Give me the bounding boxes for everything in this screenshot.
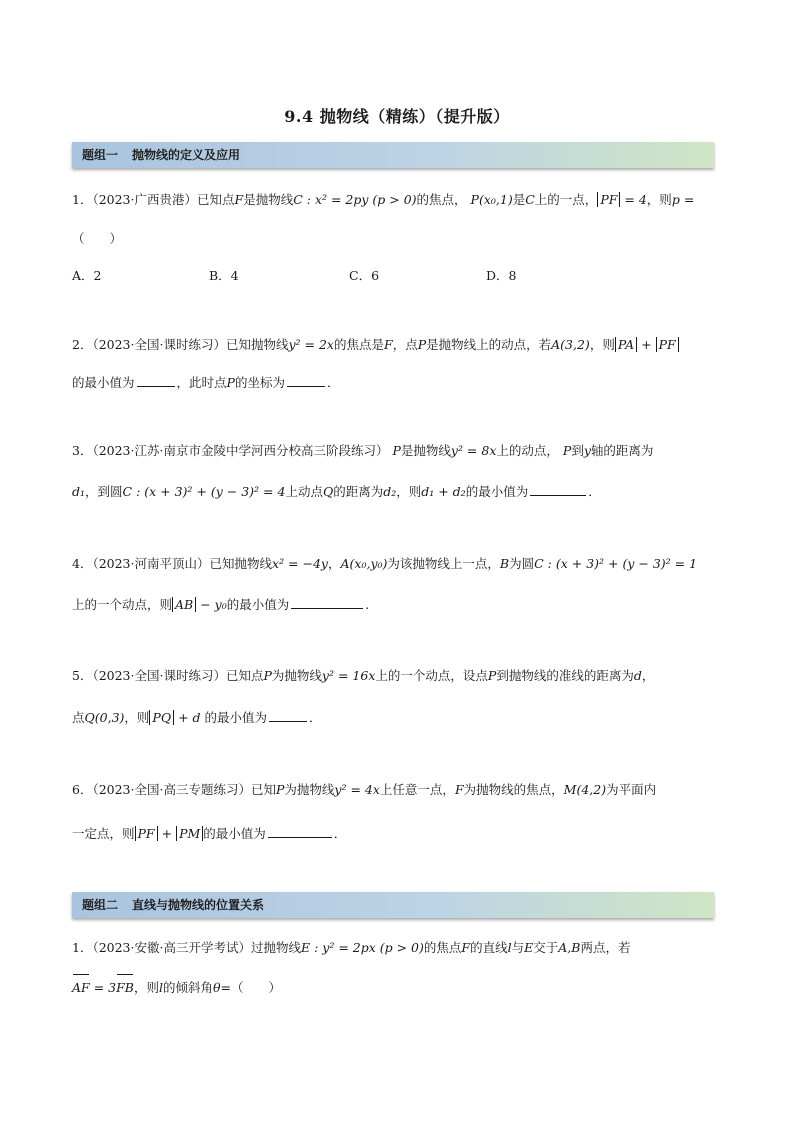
answer-blank [268, 823, 332, 838]
text-run: 的焦点是 [333, 337, 384, 352]
equation: C : x² = 2py (p > 0) [293, 192, 417, 207]
text-run: 的最小值为 [203, 826, 266, 841]
source: （2023·全国·高三专题练习） [92, 782, 251, 797]
question-4-line2 [72, 594, 369, 615]
text-run: 与 [511, 940, 525, 955]
text-run: 是 [512, 192, 526, 207]
text-run: ． [588, 484, 601, 499]
text-run: l [158, 980, 163, 995]
text-run: y² = 8x [450, 443, 497, 458]
question-4 [72, 554, 697, 574]
text-run: ． [309, 710, 322, 725]
source: （2023·河南平顶山） [92, 556, 210, 571]
text-run: ，到圆 [85, 484, 123, 499]
text-run: 点 [72, 710, 85, 725]
text-run: 到抛物线的准线的距离为 [496, 668, 634, 683]
text-run: F [384, 337, 393, 352]
text-run: PA [615, 337, 637, 352]
text-run: 的最小值为 [226, 597, 290, 612]
text-run: PQ [149, 710, 174, 725]
text-run: 的最小值为 [204, 710, 268, 725]
text-run: = 3 [93, 980, 117, 995]
text-run: 上的一个动点，则 [72, 597, 173, 612]
text-run: 一定点，则 [72, 826, 135, 841]
text-run: ． [326, 375, 340, 390]
text-run: 的坐标为 [234, 375, 285, 390]
vector-fb: FB [116, 978, 134, 998]
text-run: 过抛物线 [250, 940, 301, 955]
text-run: ， [328, 556, 341, 571]
text-run: = [683, 192, 695, 207]
text-run: P(x₀,1) [470, 192, 513, 207]
text-run: p [671, 192, 680, 207]
text-run: P [392, 443, 401, 458]
text-run: 2． [72, 337, 93, 352]
text-run: 上的一个动点，设点 [375, 668, 488, 683]
group-label: 题组二 [82, 898, 119, 912]
question-6-line2 [72, 823, 346, 844]
answer-blank [137, 372, 175, 387]
text-run: ． [333, 826, 347, 841]
text-run: ，此时点 [176, 375, 227, 390]
text-run: 轴的距离为 [590, 443, 654, 458]
text-run: = 4 [624, 192, 647, 207]
text-run: 为平面内 [606, 782, 657, 797]
text-run: P [417, 337, 427, 352]
text-run: 为该抛物线上一点， [387, 556, 500, 571]
group-label: 题组一 [82, 148, 119, 162]
text-run: ，则 [124, 710, 150, 725]
group-header-2 [72, 892, 714, 918]
text-run: A(3,2) [551, 337, 590, 352]
question-3-line2 [72, 481, 601, 502]
text-run: PF [597, 192, 620, 207]
text-run: + d [178, 710, 201, 725]
option-d: D．8 [486, 268, 517, 283]
vector-af: AF [72, 978, 90, 998]
text-run: A,B [558, 940, 581, 955]
text-run: θ [212, 980, 221, 995]
text-run: − y₀ [200, 597, 227, 612]
answer-blank [287, 372, 325, 387]
text-run: d₁ [72, 484, 86, 499]
text-run: Q [322, 484, 334, 499]
text-run: 的倾斜角 [162, 980, 213, 995]
text-run: 已知抛物线 [209, 556, 273, 571]
text-run: 为抛物线 [271, 668, 322, 683]
text-run: y² = 4x [334, 782, 380, 797]
text-run: E : y² = 2px (p > 0) [300, 940, 424, 955]
text-run: d₂ [383, 484, 397, 499]
text-run: + [641, 337, 652, 352]
text-run: F [234, 192, 244, 207]
text-run: 已知点 [225, 668, 264, 683]
text-run: P [275, 782, 285, 797]
text-run: =（ ） [220, 980, 281, 995]
text-run: 为抛物线的焦点， [463, 782, 564, 797]
text-run: y² = 16x [321, 668, 376, 683]
text-run: 的最小值为 [72, 375, 135, 390]
text-run: ，则 [133, 980, 159, 995]
text-run: 已知抛物线 [225, 337, 289, 352]
text-run: 的最小值为 [465, 484, 529, 499]
text-run: P [263, 668, 272, 683]
text-run: 上任意一点， [379, 782, 455, 797]
option-a: A．2 [72, 268, 102, 283]
text-run: F [454, 782, 464, 797]
text-run: M(4,2) [563, 782, 607, 797]
answer-blank [291, 594, 363, 609]
source: （2023·安徽·高三开学考试） [92, 940, 251, 955]
text-run: y² = 2x [288, 337, 334, 352]
source: （2023·全国·课时练习） [92, 668, 226, 683]
text-run: 3． [72, 443, 93, 458]
source: （2023·全国·课时练习） [92, 337, 226, 352]
text-run: 已知 [250, 782, 276, 797]
text-run: 是抛物线 [243, 192, 294, 207]
text-run: + [161, 826, 173, 841]
question-2 [72, 335, 679, 355]
question-1 [72, 190, 694, 210]
text-run: B [499, 556, 510, 571]
text-run: 1． [72, 940, 93, 955]
text-run: 5． [72, 668, 93, 683]
answer-blank [530, 481, 586, 496]
text-run: d₁ + d₂ [421, 484, 466, 499]
text-run: d [633, 668, 642, 683]
text-run: Q(0,3) [84, 710, 125, 725]
text-run: ，则 [396, 484, 422, 499]
text-run: y [583, 443, 591, 458]
text-run: ， [641, 668, 655, 683]
source: （2023·江苏·南京市金陵中学河西分校高三阶段练习） [92, 443, 389, 458]
text-run: E [524, 940, 534, 955]
question-5 [72, 666, 654, 686]
text-run: 是抛物线上的动点，若 [426, 337, 552, 352]
text-run: x² = −4y [272, 556, 328, 571]
text-run: ，点 [392, 337, 418, 352]
page-title: 9.4 抛物线（精练）（提升版） [284, 107, 510, 126]
question-6 [72, 780, 656, 800]
text-run: 为圆 [509, 556, 535, 571]
text-run: P [487, 668, 497, 683]
source: （2023·广西贵港） [92, 192, 197, 207]
text-run: 上动点 [285, 484, 323, 499]
text-run: 是抛物线 [400, 443, 451, 458]
text-run: AB [172, 597, 196, 612]
text-run: ，则 [589, 337, 615, 352]
text-run: C [525, 192, 535, 207]
text-run: F [461, 940, 471, 955]
text-run: 4． [72, 556, 93, 571]
text-run: 两点，若 [580, 940, 631, 955]
text-run: 为抛物线 [284, 782, 335, 797]
text-run: C : (x + 3)² + (y − 3)² = 1 [534, 556, 698, 571]
text-run: l [507, 940, 512, 955]
option-b: B．4 [209, 268, 239, 283]
text-run: 的距离为 [333, 484, 384, 499]
text-run: 上的一点， [534, 192, 598, 207]
question-5-line2 [72, 707, 322, 728]
text-run: PF [135, 826, 158, 841]
question-2-line2 [72, 372, 339, 393]
text-run: ，则 [646, 192, 672, 207]
text-run: . [365, 597, 370, 612]
text-run: 到 [571, 443, 584, 458]
group-header-1 [72, 142, 714, 168]
text-run: 上的动点， [496, 443, 559, 458]
question-3 [72, 441, 653, 461]
text-run: PM [176, 826, 203, 841]
text-run: C : (x + 3)² + (y − 3)² = 4 [122, 484, 286, 499]
answer-blank [269, 707, 307, 722]
text-run: 6． [72, 782, 93, 797]
group-name: 直线与抛物线的位置关系 [132, 898, 265, 912]
text-run: A(x₀,y₀) [340, 556, 388, 571]
option-c: C．6 [349, 268, 380, 283]
text-run: 已知点 [197, 192, 235, 207]
question-1-bracket: （ ） [72, 231, 123, 246]
group2-question-1-line2 [72, 978, 281, 998]
text-run: 1． [72, 192, 93, 207]
text-run: 的焦点 [423, 940, 462, 955]
group-name: 抛物线的定义及应用 [132, 148, 241, 162]
group2-question-1 [72, 938, 630, 958]
text-run: 的直线 [470, 940, 508, 955]
text-run: 的焦点， [416, 192, 467, 207]
text-run: PF [656, 337, 679, 352]
text-run: P [226, 375, 235, 390]
text-run: 交于 [533, 940, 559, 955]
text-run: P [562, 443, 572, 458]
